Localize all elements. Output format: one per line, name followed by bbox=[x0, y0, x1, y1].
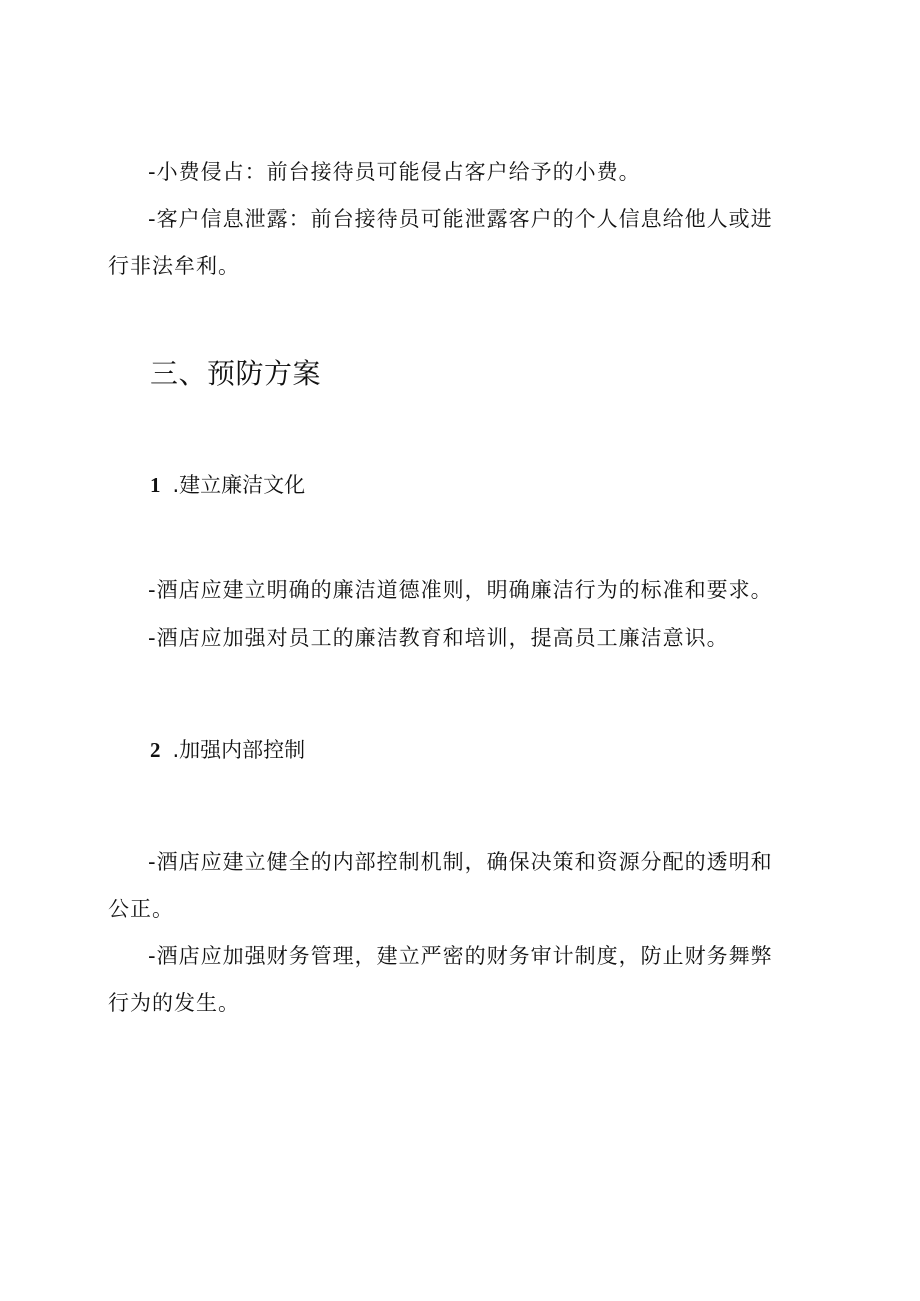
paragraph-ethics-code: -酒店应建立明确的廉洁道德准则，明确廉洁行为的标准和要求。 bbox=[148, 578, 773, 602]
subsection-number: 1 bbox=[150, 473, 161, 497]
subsection-number: 2 bbox=[150, 738, 161, 762]
paragraph-customer-info-leak-cont: 行非法牟利。 bbox=[108, 254, 240, 278]
subsection-title: .建立廉洁文化 bbox=[172, 473, 306, 497]
paragraph-financial-audit-cont: 行为的发生。 bbox=[108, 991, 240, 1015]
section-heading-prevention: 三、预防方案 bbox=[150, 357, 322, 390]
paragraph-customer-info-leak: -客户信息泄露：前台接待员可能泄露客户的个人信息给他人或进 bbox=[148, 207, 773, 231]
subsection-title: .加强内部控制 bbox=[172, 738, 306, 762]
paragraph-tip-embezzlement: -小费侵占：前台接待员可能侵占客户给予的小费。 bbox=[148, 160, 641, 184]
subsection-heading-2 bbox=[150, 735, 305, 765]
paragraph-ethics-training: -酒店应加强对员工的廉洁教育和培训，提高员工廉洁意识。 bbox=[148, 626, 729, 650]
paragraph-financial-audit: -酒店应加强财务管理，建立严密的财务审计制度，防止财务舞弊 bbox=[148, 944, 773, 968]
paragraph-internal-control-cont: 公正。 bbox=[108, 897, 174, 921]
subsection-heading-1 bbox=[150, 470, 305, 500]
paragraph-internal-control: -酒店应建立健全的内部控制机制，确保决策和资源分配的透明和 bbox=[148, 850, 773, 874]
